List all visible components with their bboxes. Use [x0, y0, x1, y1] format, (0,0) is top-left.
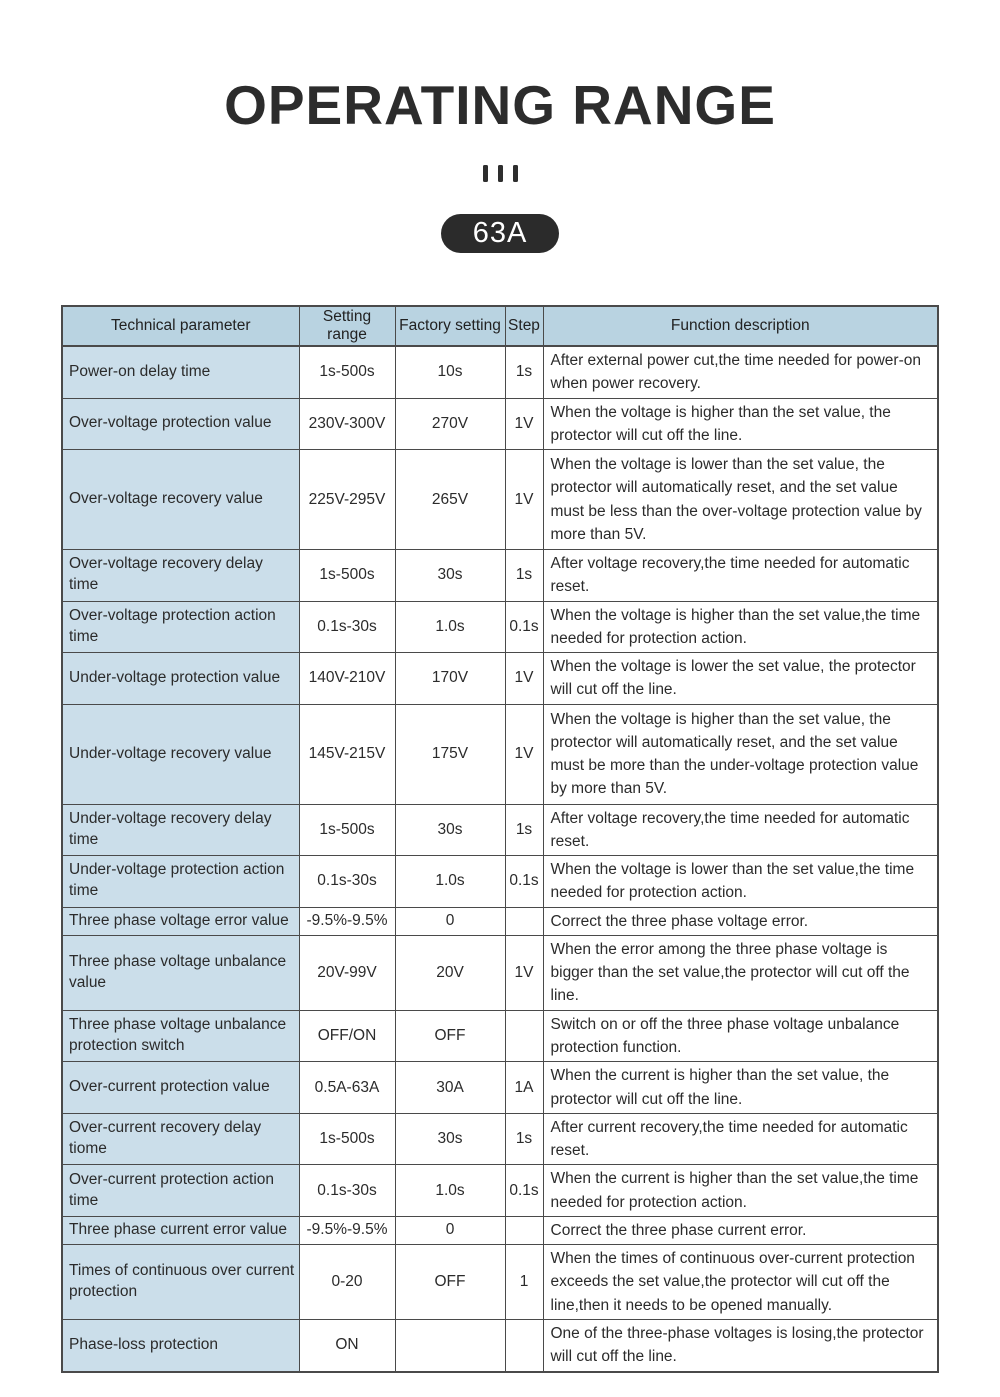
- description-cell: When the voltage is lower the set value, the protector will cut off the line.: [543, 653, 938, 705]
- description-cell: When the current is higher than the set value,the time needed for protection action.: [543, 1165, 938, 1217]
- factory-setting-cell: 30s: [395, 550, 505, 602]
- bar-icon: [483, 165, 488, 182]
- table-row: [62, 1113, 938, 1165]
- description-cell: After current recovery,the time needed for automatic reset.: [543, 1113, 938, 1165]
- setting-range-cell: 1s-500s: [299, 346, 395, 398]
- table-row: [62, 601, 938, 653]
- setting-range-cell: 1s-500s: [299, 1113, 395, 1165]
- parameter-cell: Over-voltage protection value: [62, 398, 299, 450]
- parameter-cell: Phase-loss protection: [62, 1320, 299, 1372]
- description-cell: When the error among the three phase voltage is bigger than the set value,the protector will cut off the line.: [543, 935, 938, 1010]
- setting-range-cell: 1s-500s: [299, 550, 395, 602]
- setting-range-cell: 0-20: [299, 1245, 395, 1320]
- description-cell: Correct the three phase voltage error.: [543, 907, 938, 935]
- table-row: [62, 550, 938, 602]
- description-cell: Switch on or off the three phase voltage unbalance protection function.: [543, 1010, 938, 1062]
- factory-setting-cell: 170V: [395, 653, 505, 705]
- factory-setting-cell: 175V: [395, 704, 505, 804]
- description-cell: After voltage recovery,the time needed for automatic reset.: [543, 550, 938, 602]
- step-cell: 0.1s: [505, 1165, 543, 1217]
- description-cell: When the voltage is higher than the set value, the protector will automatically reset, and the set value must be more than the under-voltage protection value by more than 5V.: [543, 704, 938, 804]
- header-setting-range: Setting range: [299, 306, 395, 346]
- table-row: [62, 1165, 938, 1217]
- amperage-badge: 63A: [441, 214, 559, 253]
- factory-setting-cell: OFF: [395, 1245, 505, 1320]
- parameter-cell: Under-voltage recovery delay time: [62, 804, 299, 856]
- bar-icon: [498, 165, 503, 182]
- factory-setting-cell: 270V: [395, 398, 505, 450]
- setting-range-cell: 1s-500s: [299, 804, 395, 856]
- description-cell: When the voltage is lower than the set value, the protector will automatically reset, and the set value must be less than the over-voltage protection value by more than 5V.: [543, 450, 938, 550]
- step-cell: 1s: [505, 1113, 543, 1165]
- header-function-description: Function description: [543, 306, 938, 346]
- setting-range-cell: OFF/ON: [299, 1010, 395, 1062]
- parameter-cell: Over-current recovery delay tiome: [62, 1113, 299, 1165]
- table-row: [62, 907, 938, 935]
- setting-range-cell: 0.1s-30s: [299, 601, 395, 653]
- parameter-cell: Over-current protection value: [62, 1062, 299, 1114]
- factory-setting-cell: 10s: [395, 346, 505, 398]
- step-cell: 0.1s: [505, 601, 543, 653]
- setting-range-cell: 0.1s-30s: [299, 856, 395, 908]
- table-row: [62, 1320, 938, 1372]
- description-cell: After external power cut,the time needed for power-on when power recovery.: [543, 346, 938, 398]
- setting-range-cell: -9.5%-9.5%: [299, 1216, 395, 1244]
- description-cell: When the voltage is higher than the set value, the protector will cut off the line.: [543, 398, 938, 450]
- factory-setting-cell: 0: [395, 1216, 505, 1244]
- table-row: [62, 1062, 938, 1114]
- step-cell: [505, 1216, 543, 1244]
- step-cell: 1V: [505, 398, 543, 450]
- parameter-cell: Times of continuous over current protection: [62, 1245, 299, 1320]
- parameter-cell: Over-voltage recovery delay time: [62, 550, 299, 602]
- description-cell: When the current is higher than the set value, the protector will cut off the line.: [543, 1062, 938, 1114]
- table-row: [62, 935, 938, 1010]
- description-cell: When the voltage is lower than the set value,the time needed for protection action.: [543, 856, 938, 908]
- specification-table: [61, 305, 939, 1373]
- step-cell: 1V: [505, 935, 543, 1010]
- description-cell: When the times of continuous over-current protection exceeds the set value,the protector will cut off the line,then it needs to be opened manually.: [543, 1245, 938, 1320]
- parameter-cell: Power-on delay time: [62, 346, 299, 398]
- header-technical-parameter: Technical parameter: [62, 306, 299, 346]
- factory-setting-cell: 30s: [395, 1113, 505, 1165]
- parameter-cell: Three phase voltage error value: [62, 907, 299, 935]
- setting-range-cell: 230V-300V: [299, 398, 395, 450]
- parameter-cell: Under-voltage recovery value: [62, 704, 299, 804]
- factory-setting-cell: OFF: [395, 1010, 505, 1062]
- setting-range-cell: 0.5A-63A: [299, 1062, 395, 1114]
- bar-icon: [513, 165, 518, 182]
- table-row: [62, 1245, 938, 1320]
- table-row: [62, 450, 938, 550]
- description-cell: When the voltage is higher than the set value,the time needed for protection action.: [543, 601, 938, 653]
- parameter-cell: Under-voltage protection action time: [62, 856, 299, 908]
- table-row: [62, 1010, 938, 1062]
- factory-setting-cell: 0: [395, 907, 505, 935]
- setting-range-cell: -9.5%-9.5%: [299, 907, 395, 935]
- factory-setting-cell: 30s: [395, 804, 505, 856]
- header-factory-setting: Factory setting: [395, 306, 505, 346]
- table-row: [62, 653, 938, 705]
- step-cell: 1s: [505, 550, 543, 602]
- parameter-cell: Three phase voltage unbalance protection switch: [62, 1010, 299, 1062]
- setting-range-cell: 145V-215V: [299, 704, 395, 804]
- header-step: Step: [505, 306, 543, 346]
- factory-setting-cell: [395, 1320, 505, 1372]
- factory-setting-cell: 1.0s: [395, 1165, 505, 1217]
- table-row: [62, 804, 938, 856]
- setting-range-cell: 0.1s-30s: [299, 1165, 395, 1217]
- table-row: [62, 704, 938, 804]
- description-cell: Correct the three phase current error.: [543, 1216, 938, 1244]
- parameter-cell: Under-voltage protection value: [62, 653, 299, 705]
- table-row: [62, 398, 938, 450]
- rating-badge-container: [0, 214, 1000, 253]
- setting-range-cell: 225V-295V: [299, 450, 395, 550]
- parameter-cell: Over-current protection action time: [62, 1165, 299, 1217]
- parameter-cell: Over-voltage recovery value: [62, 450, 299, 550]
- step-cell: [505, 1320, 543, 1372]
- description-cell: One of the three-phase voltages is losing,the protector will cut off the line.: [543, 1320, 938, 1372]
- page-title: OPERATING RANGE: [224, 74, 776, 136]
- step-cell: 1s: [505, 804, 543, 856]
- factory-setting-cell: 1.0s: [395, 601, 505, 653]
- table-row: [62, 1216, 938, 1244]
- parameter-cell: Three phase current error value: [62, 1216, 299, 1244]
- table-body: [62, 346, 938, 1372]
- step-cell: 1: [505, 1245, 543, 1320]
- parameter-cell: Over-voltage protection action time: [62, 601, 299, 653]
- table-row: [62, 346, 938, 398]
- table-row: [62, 856, 938, 908]
- step-cell: [505, 1010, 543, 1062]
- step-cell: [505, 907, 543, 935]
- step-cell: 1V: [505, 704, 543, 804]
- factory-setting-cell: 20V: [395, 935, 505, 1010]
- step-cell: 1V: [505, 450, 543, 550]
- factory-setting-cell: 1.0s: [395, 856, 505, 908]
- setting-range-cell: 140V-210V: [299, 653, 395, 705]
- step-cell: 1A: [505, 1062, 543, 1114]
- description-cell: After voltage recovery,the time needed for automatic reset.: [543, 804, 938, 856]
- factory-setting-cell: 265V: [395, 450, 505, 550]
- factory-setting-cell: 30A: [395, 1062, 505, 1114]
- step-cell: 1s: [505, 346, 543, 398]
- step-cell: 1V: [505, 653, 543, 705]
- triple-bars-divider-icon: [0, 165, 1000, 182]
- parameter-cell: Three phase voltage unbalance value: [62, 935, 299, 1010]
- table-header-row: [62, 306, 938, 346]
- setting-range-cell: ON: [299, 1320, 395, 1372]
- setting-range-cell: 20V-99V: [299, 935, 395, 1010]
- step-cell: 0.1s: [505, 856, 543, 908]
